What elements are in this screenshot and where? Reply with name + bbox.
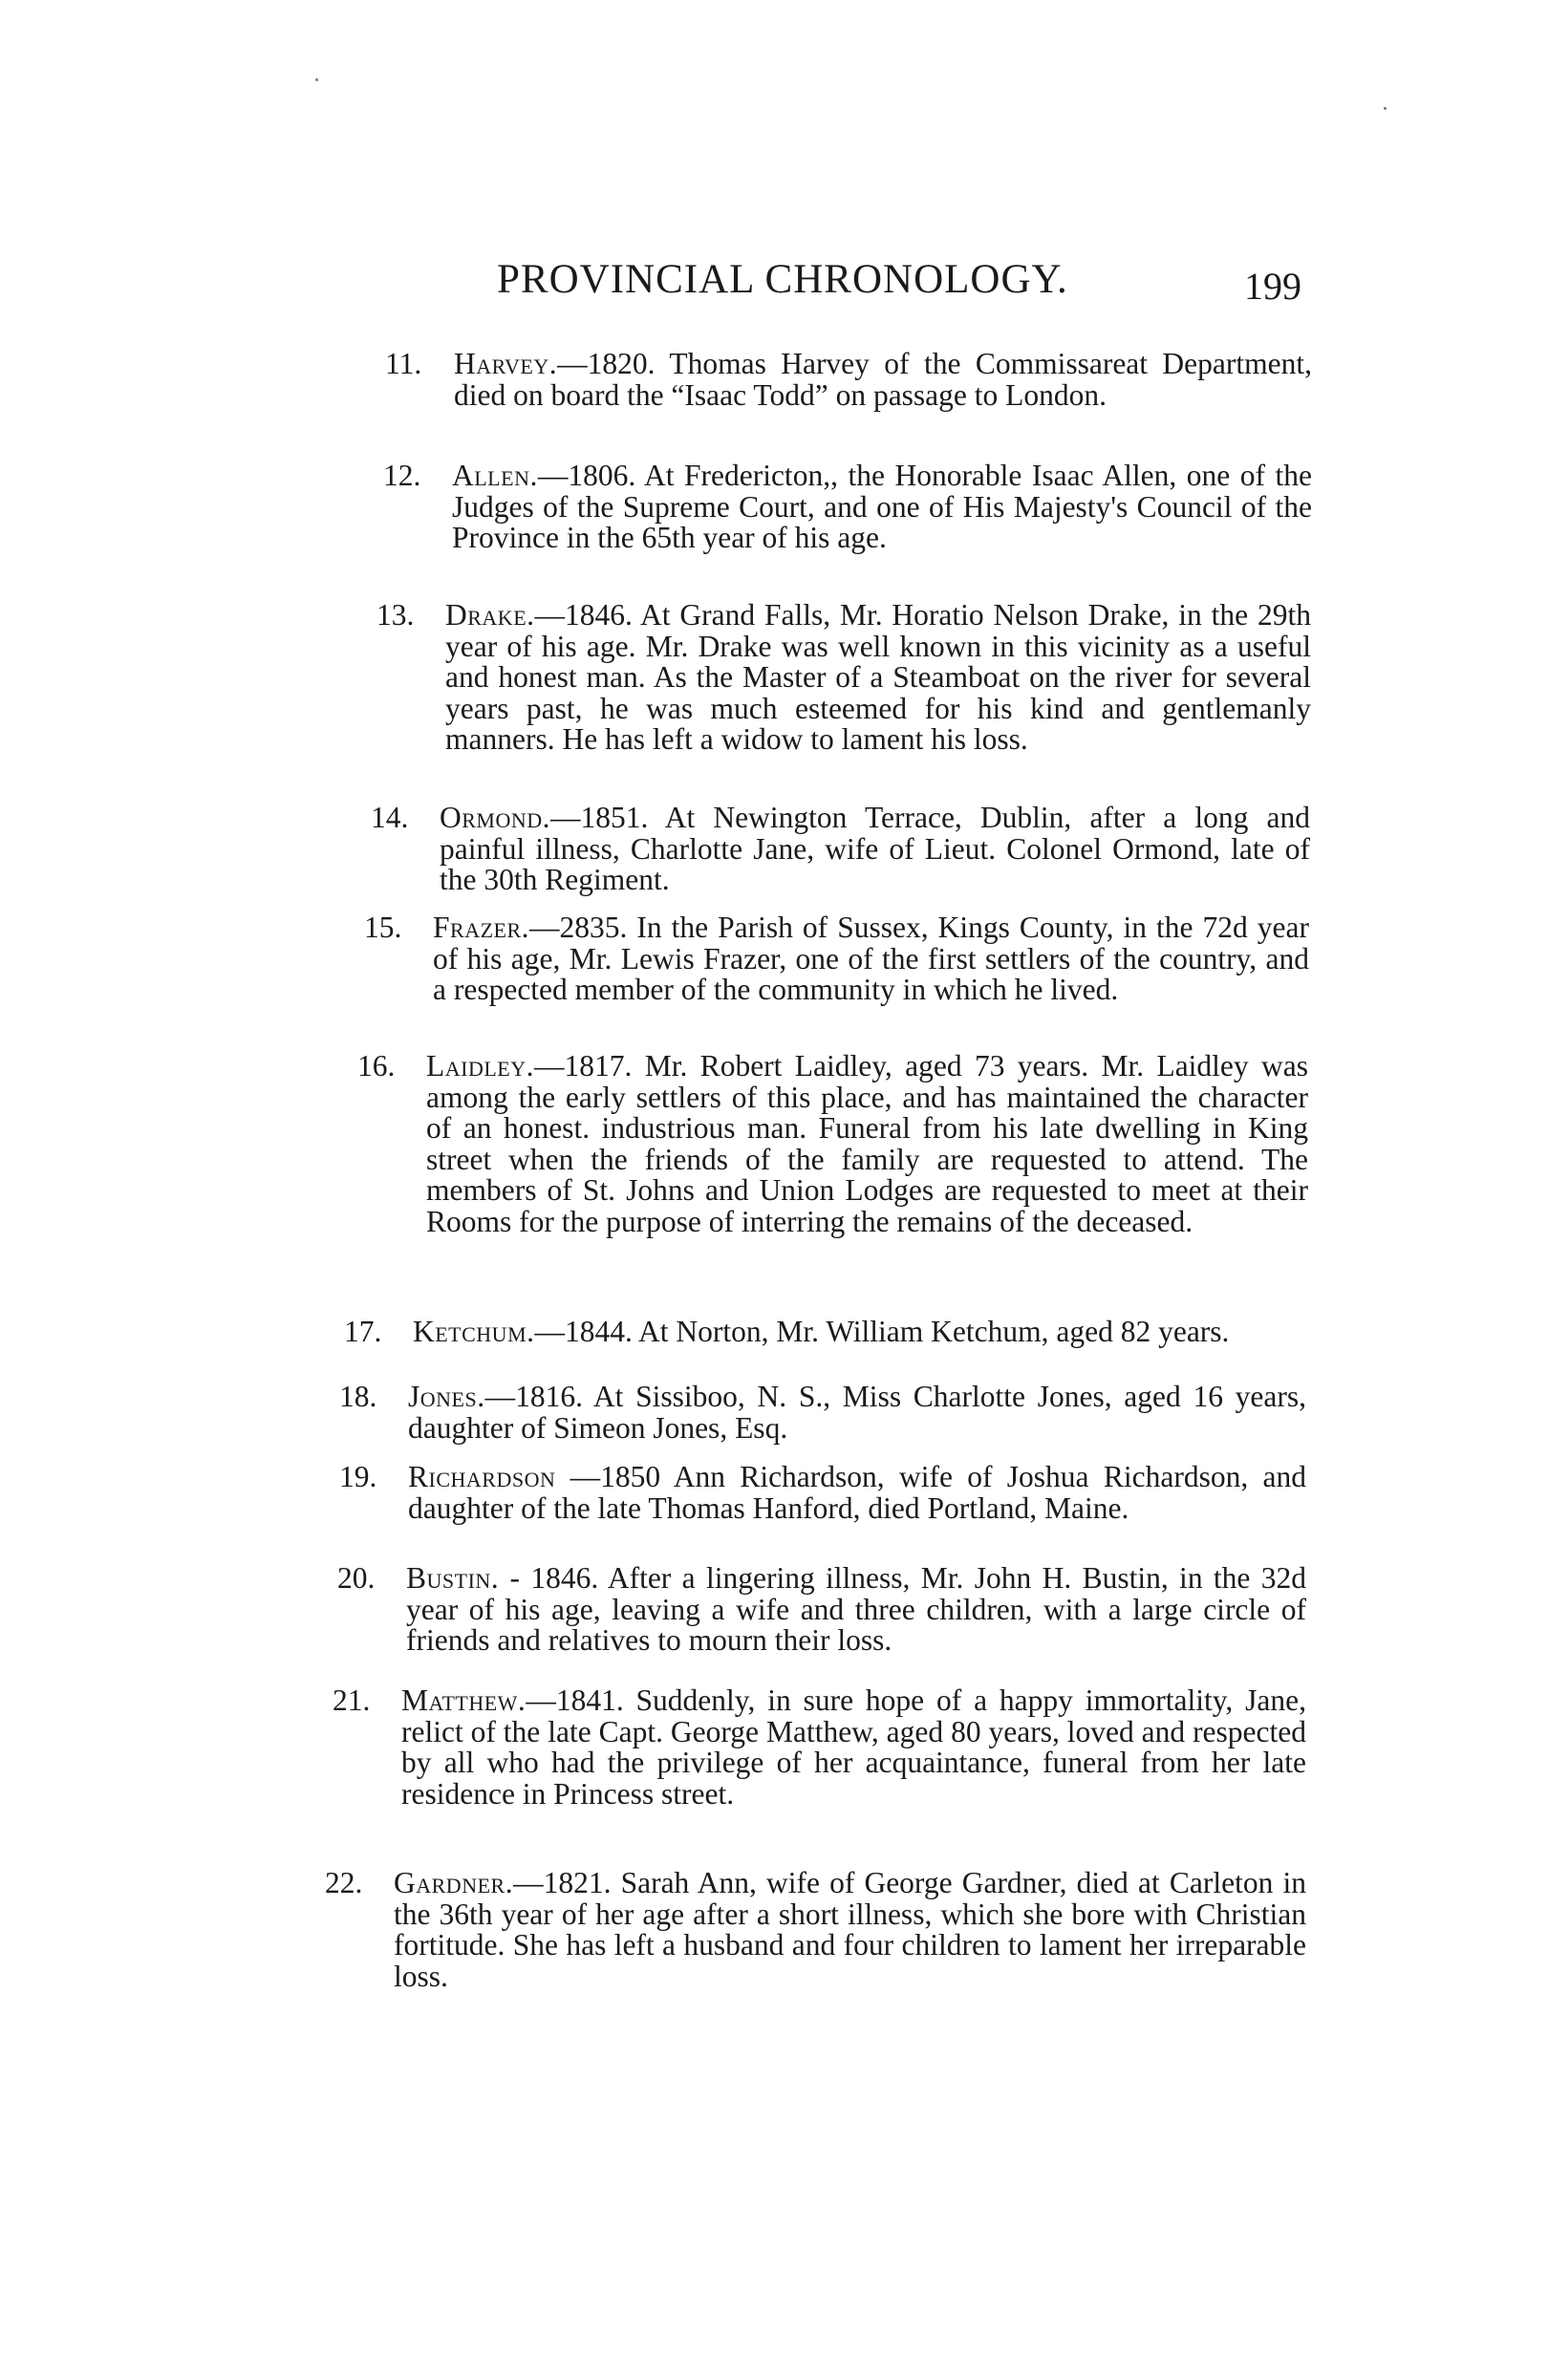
entry-surname: Laidley. — [426, 1049, 534, 1083]
entry-date: —1846. — [534, 598, 633, 632]
entry-number: 22. — [325, 1866, 363, 1899]
ink-speck — [1384, 107, 1387, 110]
entry-date: —1821. — [513, 1866, 612, 1899]
entry-text: At Newington Terrace, Dublin, after a long and painful illness, Charlotte Jane, wife of Lieut. Colonel Ormond, late of the 30th Regiment. — [440, 801, 1310, 896]
entry-date: —1806. — [537, 459, 636, 492]
entry-date: —2835. — [529, 911, 628, 944]
entry-date: —1817. — [533, 1049, 633, 1083]
page-number: 199 — [1244, 265, 1301, 308]
entry-21 — [333, 1683, 1306, 1811]
ink-speck — [315, 78, 318, 81]
entry-date: —1816. — [484, 1380, 583, 1413]
entry-text: After a lingering illness, Mr. John H. Bustin, in the 32d year of his age, leaving a wife and three children, with a large circle of friends and relatives to mourn their loss. — [406, 1561, 1306, 1657]
entry-surname: Matthew. — [401, 1683, 527, 1717]
entry-date: —1841. — [526, 1683, 624, 1717]
entry-12 — [383, 459, 1312, 554]
entry-number: 17. — [344, 1315, 382, 1348]
entry-16 — [357, 1049, 1308, 1238]
entry-surname: Jones. — [408, 1380, 485, 1413]
entry-text: Mr. Robert Laidley, aged 73 years. Mr. Laidley was among the early settlers of this place, and has maintained the character of an honest. industrious man. Funeral from his late dwelling in King street when the friends of the family are requested to attend. The members of St. Johns and Union Lodges are requested to meet at their Rooms for the purpose of interring the remains of the deceased. — [426, 1049, 1308, 1238]
running-title: PROVINCIAL CHRONOLOGY. — [497, 257, 1068, 302]
entry-number: 15. — [364, 911, 402, 944]
entry-text: At Sissiboo, N. S., Miss Charlotte Jones, aged 16 years, daughter of Simeon Jones, Esq. — [408, 1380, 1306, 1445]
entry-surname: Ketchum. — [413, 1315, 535, 1348]
entry-text: Thomas Harvey of the Commissareat Department, died on board the “Isaac Todd” on passage to London. — [454, 347, 1312, 412]
entry-text: At Grand Falls, Mr. Horatio Nelson Drake, in the 29th year of his age. Mr. Drake was well known in this vicinity as a useful and honest man. As the Master of a Steamboat on the river for several years past, he was much esteemed for his kind and gentlemanly manners. He has left a widow to lament his loss. — [445, 598, 1311, 756]
entry-14 — [371, 801, 1310, 896]
entry-15 — [364, 911, 1309, 1006]
entry-text: Sarah Ann, wife of George Gardner, died at Carleton in the 36th year of her age after a short illness, which she bore with Christian fortitude. She has left a husband and four children to lament her irreparable loss. — [394, 1866, 1306, 1993]
entry-text: At Norton, Mr. William Ketchum, aged 82 years. — [632, 1315, 1230, 1348]
entry-18 — [339, 1380, 1306, 1445]
entry-20 — [337, 1561, 1306, 1657]
entry-number: 20. — [337, 1561, 376, 1595]
entry-number: 18. — [339, 1380, 377, 1413]
entry-number: 13. — [376, 598, 415, 632]
entry-date: - 1846. — [499, 1561, 599, 1595]
entry-number: 14. — [371, 801, 409, 834]
entry-surname: Harvey. — [454, 347, 558, 380]
entry-date: —1820. — [557, 347, 656, 380]
entry-surname: Allen. — [452, 459, 538, 492]
entry-number: 11. — [385, 347, 422, 380]
entry-date: —1844. — [534, 1315, 633, 1348]
entry-number: 21. — [333, 1683, 371, 1717]
entry-surname: Drake. — [445, 598, 535, 632]
entry-11 — [385, 347, 1312, 412]
entry-surname: Ormond. — [440, 801, 551, 834]
entry-19 — [339, 1460, 1306, 1525]
entry-22 — [325, 1866, 1306, 1993]
entry-13 — [376, 598, 1311, 756]
entry-text: Suddenly, in sure hope of a happy immortality, Jane, relict of the late Capt. George Matthew, aged 80 years, loved and respected by all who had the privilege of her acquaintance, funeral from her late residence in Princess street. — [401, 1683, 1306, 1811]
entry-number: 16. — [357, 1049, 396, 1083]
entry-date: —1850 — [555, 1460, 661, 1493]
entry-number: 12. — [383, 459, 421, 492]
entry-surname: Bustin. — [406, 1561, 500, 1595]
entry-text: Ann Richardson, wife of Joshua Richardson, and daughter of the late Thomas Hanford, died Portland, Maine. — [408, 1460, 1306, 1525]
entry-text: At Fredericton,, the Honorable Isaac Allen, one of the Judges of the Supreme Court, and one of His Majesty's Council of the Province in the 65th year of his age. — [452, 459, 1312, 554]
entry-number: 19. — [339, 1460, 377, 1493]
entry-surname: Frazer. — [433, 911, 530, 944]
entry-surname: Gardner. — [394, 1866, 514, 1899]
entry-17 — [344, 1315, 1306, 1348]
entry-text: In the Parish of Sussex, Kings County, in the 72d year of his age, Mr. Lewis Frazer, one of the first settlers of the country, and a respected member of the community in which he lived. — [433, 911, 1309, 1006]
page-header — [0, 256, 1548, 313]
entry-surname: Richardson — [408, 1460, 556, 1493]
entry-date: —1851. — [550, 801, 649, 834]
